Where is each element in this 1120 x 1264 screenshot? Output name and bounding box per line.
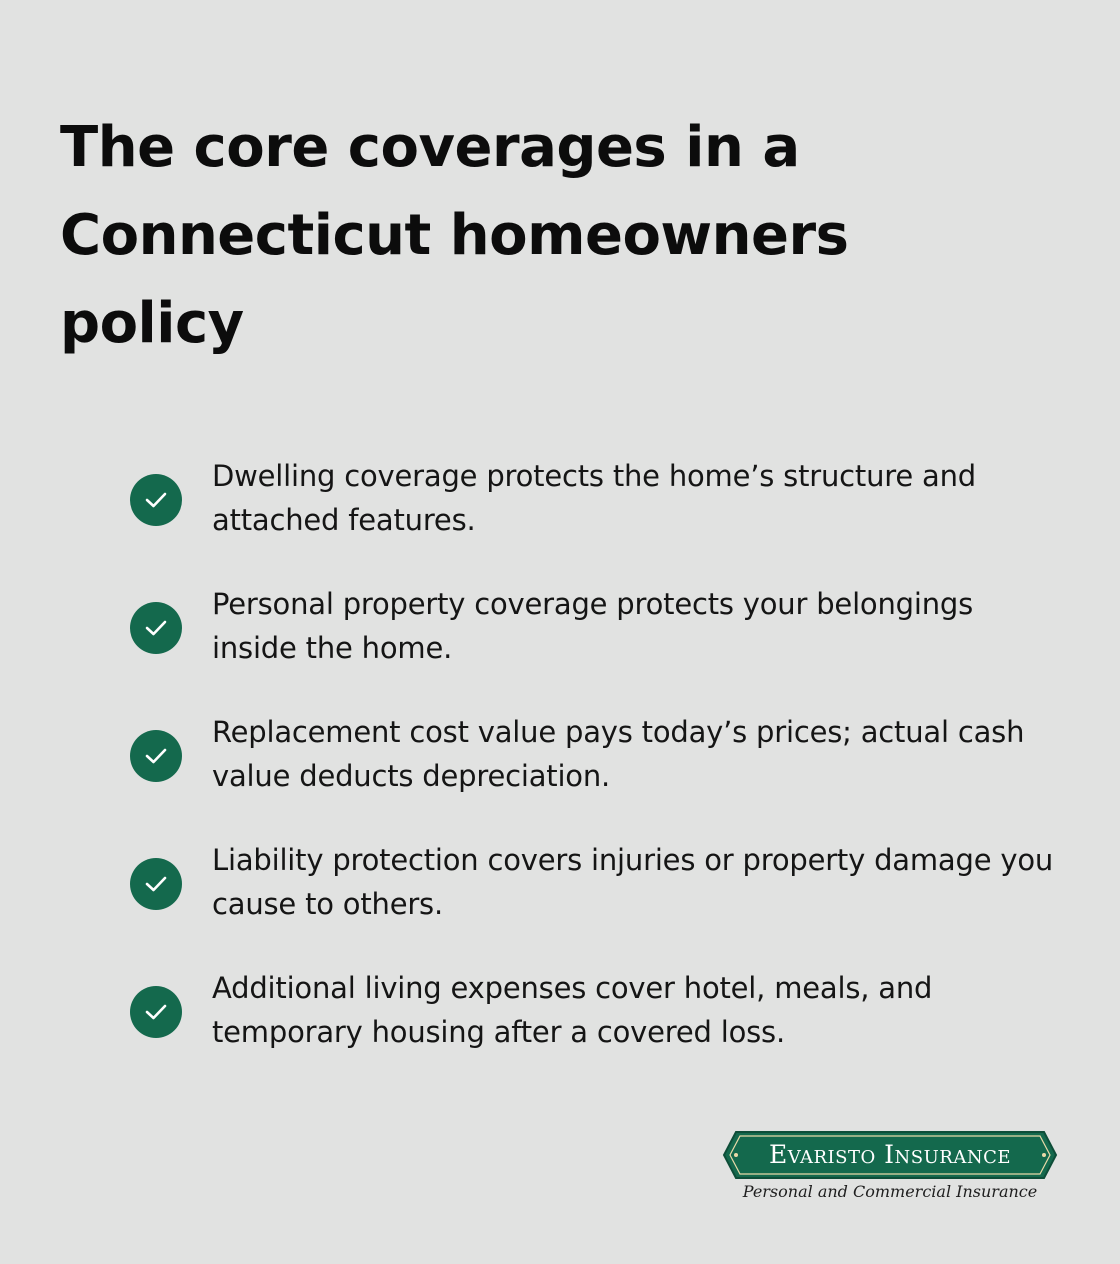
list-item-text: Replacement cost value pays today’s prices; actual cash value deducts depreciation. bbox=[212, 715, 1025, 793]
check-icon bbox=[130, 602, 182, 654]
check-icon bbox=[130, 858, 182, 910]
list-item-text: Dwelling coverage protects the home’s structure and attached features. bbox=[212, 459, 976, 537]
list-item bbox=[130, 838, 1070, 966]
check-icon bbox=[130, 986, 182, 1038]
list-item-text: Personal property coverage protects your belongings inside the home. bbox=[212, 587, 974, 665]
list-item bbox=[130, 966, 1070, 1094]
brand-tagline: Personal and Commercial Insurance bbox=[742, 1182, 1038, 1201]
coverage-list bbox=[130, 454, 1070, 1094]
brand-logo bbox=[722, 1130, 1058, 1180]
list-item bbox=[130, 710, 1070, 838]
check-icon bbox=[130, 730, 182, 782]
brand-name: Evaristo Insurance bbox=[768, 1140, 1012, 1169]
page-title: The core coverages in a Connecticut homeowners policy bbox=[60, 115, 849, 356]
list-item bbox=[130, 582, 1070, 710]
list-item-text: Additional living expenses cover hotel, meals, and temporary housing after a covered loss. bbox=[212, 971, 933, 1049]
list-item-text: Liability protection covers injuries or property damage you cause to others. bbox=[212, 843, 1054, 921]
list-item bbox=[130, 454, 1070, 582]
check-icon bbox=[130, 474, 182, 526]
